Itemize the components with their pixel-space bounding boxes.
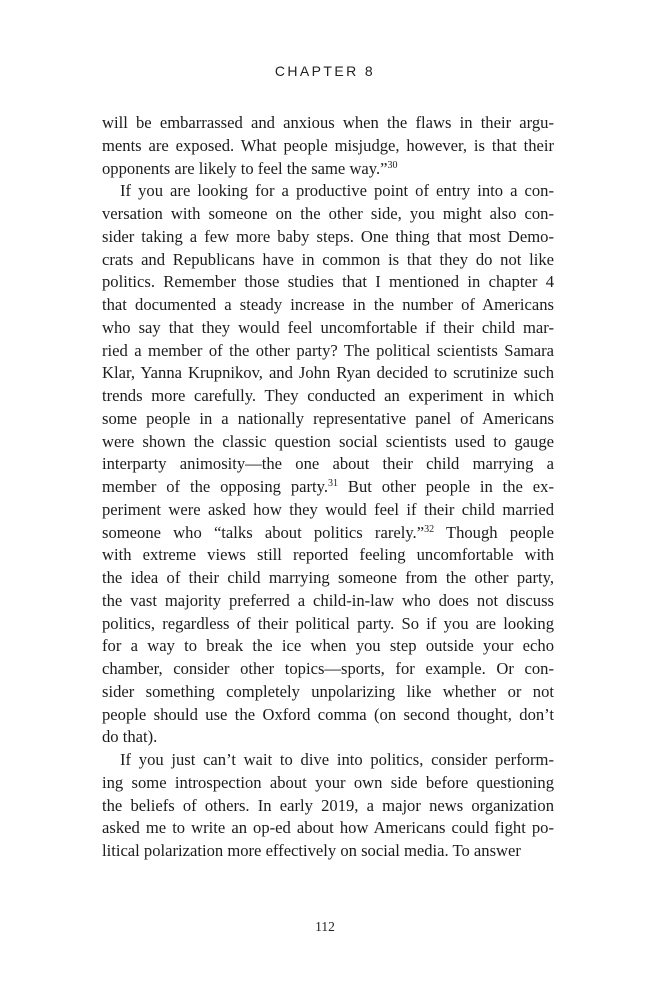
text-line <box>102 681 554 704</box>
text-line <box>102 453 554 476</box>
text-line <box>102 817 554 840</box>
text-line <box>102 590 554 613</box>
line-text: were shown the classic question social scientists used to gauge <box>102 431 554 451</box>
text-line <box>102 476 554 499</box>
line-text: the vast majority preferred a child-in-law who does not discuss <box>102 590 554 610</box>
running-head: CHAPTER 8 <box>274 63 376 79</box>
paragraph <box>102 749 554 863</box>
line-text: people should use the Oxford comma (on second thought, don’t <box>102 704 554 724</box>
footnote-marker: 32 <box>424 523 435 535</box>
line-text: Klar, Yanna Krupnikov, and John Ryan decided to scrutinize such <box>102 363 554 383</box>
line-text: If you are looking for a productive point of entry into a con- <box>120 181 554 201</box>
line-text: ments are exposed. What people misjudge, however, is that their <box>102 135 554 155</box>
line-text: someone who “talks about politics rarely.” <box>102 522 425 542</box>
footnote-marker: 30 <box>387 159 398 171</box>
text-line <box>102 726 554 749</box>
text-line <box>102 613 554 636</box>
text-line <box>102 135 554 158</box>
text-line <box>102 362 554 385</box>
text-line <box>102 431 554 454</box>
line-text: If you just can’t wait to dive into politics, consider perform- <box>120 750 554 769</box>
line-text: for a way to break the ice when you step outside your echo <box>102 636 554 656</box>
line-text: trends more carefully. They conducted an experiment in which <box>102 386 554 405</box>
text-line <box>102 180 554 203</box>
text-line <box>102 317 554 340</box>
line-text: ing some introspection about your own side before questioning <box>102 772 554 792</box>
line-text: with extreme views still reported feeling uncomfortable with <box>102 545 554 565</box>
line-text: politics. Remember those studies that I mentioned in chapter 4 <box>102 272 554 292</box>
line-text: interparty animosity—the one about their child marrying a <box>102 454 554 474</box>
line-text: opponents are likely to feel the same way.” <box>102 158 388 178</box>
footnote-marker: 31 <box>328 478 339 489</box>
text-line <box>102 749 554 772</box>
line-text: will be embarrassed and anxious when the flaws in their argu- <box>102 113 554 132</box>
line-text-continued: But other people in the ex- <box>338 477 554 496</box>
line-text: sider something completely unpolarizing like whether or not <box>102 681 554 701</box>
line-text: politics, regardless of their political party. So if you are looking <box>102 613 554 633</box>
text-line <box>102 544 554 567</box>
line-text: ried a member of the other party? The political scientists Samara <box>102 340 554 360</box>
line-text: some people in a nationally representative panel of Americans <box>102 408 554 428</box>
text-line <box>102 795 554 818</box>
text-line <box>102 840 554 863</box>
line-text: asked me to write an op-ed about how Americans could fight po- <box>102 818 554 838</box>
text-line <box>102 203 554 226</box>
body-text <box>102 112 554 863</box>
line-text: do that). <box>102 727 158 747</box>
text-line <box>102 294 554 317</box>
text-line <box>102 567 554 590</box>
line-text: member of the opposing party. <box>102 477 329 496</box>
line-text: chamber, consider other topics—sports, for example. Or con- <box>102 659 554 678</box>
text-line <box>102 499 554 522</box>
line-text: sider taking a few more baby steps. One thing that most Demo- <box>102 226 554 246</box>
line-text: who say that they would feel uncomfortable if their child mar- <box>102 317 554 337</box>
text-line <box>102 158 554 181</box>
paragraph <box>102 180 554 749</box>
text-line <box>102 340 554 363</box>
line-text: that documented a steady increase in the number of Americans <box>102 295 554 314</box>
paragraph <box>102 112 554 180</box>
text-line <box>102 271 554 294</box>
line-text: litical polarization more effectively on social media. To answer <box>102 841 521 860</box>
text-line <box>102 249 554 272</box>
text-line <box>102 522 554 545</box>
text-line <box>102 112 554 135</box>
text-line <box>102 408 554 431</box>
text-line <box>102 658 554 681</box>
line-text-continued: Though people <box>434 522 554 542</box>
line-text: versation with someone on the other side, you might also con- <box>102 204 554 223</box>
line-text: the idea of their child marrying someone from the other party, <box>102 568 554 587</box>
line-text: the beliefs of others. In early 2019, a major news organization <box>102 795 554 815</box>
text-line <box>102 635 554 658</box>
text-line <box>102 385 554 408</box>
line-text: periment were asked how they would feel if their child married <box>102 499 554 519</box>
line-text: crats and Republicans have in common is that they do not like <box>102 249 554 269</box>
text-line <box>102 704 554 727</box>
text-line <box>102 772 554 795</box>
text-line <box>102 226 554 249</box>
page-number: 112 <box>315 919 335 934</box>
